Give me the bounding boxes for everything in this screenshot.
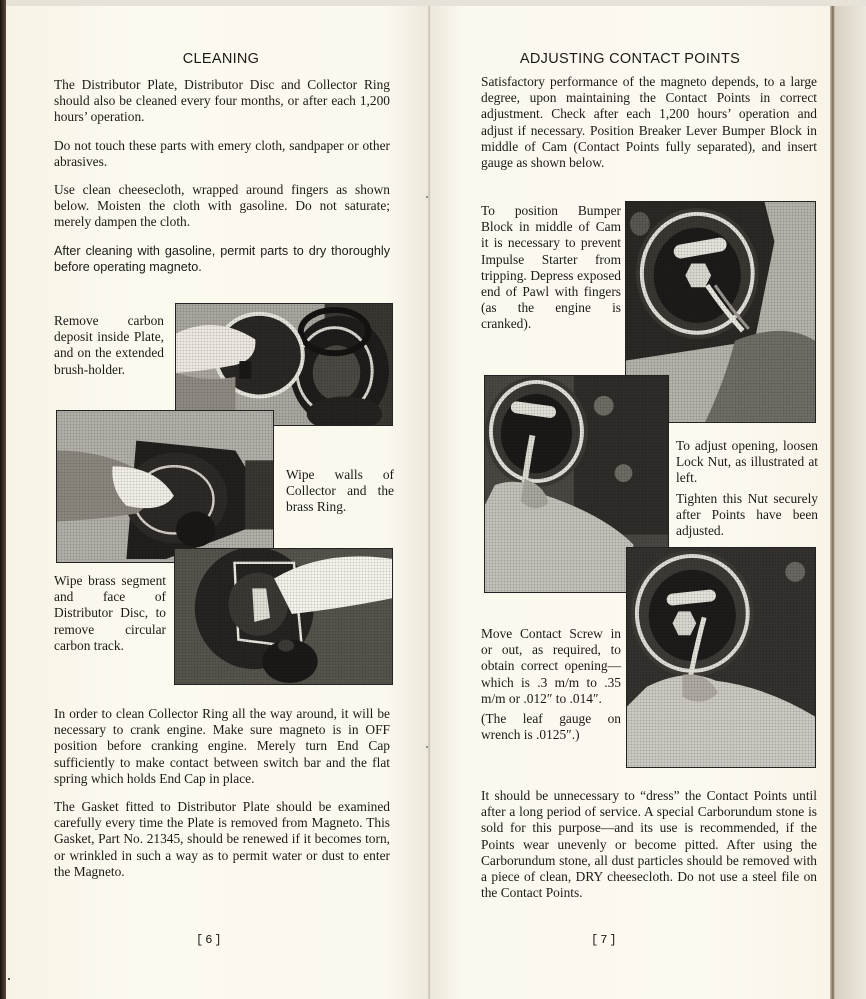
left-page xyxy=(6,6,429,999)
figure-caption-wipe-brass: Wipe brass segment and face of Distributor Disc, to remove circular carbon track. xyxy=(54,573,166,653)
figure-caption-move-contact-screw: Move Contact Screw in or out, as required, to obtain correct opening—which is .3 m/m to .35 m/m or .012″ to .014″. xyxy=(481,626,621,706)
figure-caption-adjust-opening: To adjust opening, loosen Lock Nut, as illustrated at left. xyxy=(676,438,818,486)
contact-screw-caption-block xyxy=(481,626,621,743)
right-closing-paragraph: It should be unnecessary to “dress” the Contact Points until after a long period of service. A special Carborundum stone is sold for this purpose—and its use is recommended, if the Points wear unevenly or become pitted. After using the Carborundum stone, all dust particles should be removed with a piece of clean, DRY cheesecloth. Do not use a steel file on the Contact Points. xyxy=(481,788,817,901)
right-page-heading: ADJUSTING CONTACT POINTS xyxy=(519,51,741,67)
left-paragraph-3: Use clean cheesecloth, wrapped around fingers as shown below. Moisten the cloth with gasoline. Do not saturate; merely dampen the cloth. xyxy=(54,182,390,230)
photo-move-contact-screw xyxy=(626,547,816,768)
figure-caption-remove-carbon: Remove carbon deposit inside Plate, and on the extended brush-holder. xyxy=(54,313,164,377)
left-intro-block xyxy=(54,77,390,288)
right-page xyxy=(430,6,830,999)
left-closing-block xyxy=(54,706,390,892)
left-warning: After cleaning with gasoline, permit parts to dry thoroughly before operating magneto. xyxy=(54,243,390,275)
left-paragraph-2: Do not touch these parts with emery cloth, sandpaper or other abrasives. xyxy=(54,137,390,169)
photo-wipe-distributor-disc xyxy=(174,548,393,685)
right-intro-paragraph: Satisfactory performance of the magneto depends, to a large degree, upon maintaining the Contact Points in correct adjustment. Check after each 1,200 hours’ operation and adjust if necessary. Position Breaker Lever Bumper Block in middle of Cam (Contact Points fully separated), and insert gauge as shown below. xyxy=(481,74,817,171)
left-paragraph-1: The Distributor Plate, Distributor Disc and Collector Ring should also be cleaned every four months, or after each 1,200 hours’ operation. xyxy=(54,77,390,125)
left-paragraph-collector-ring: In order to clean Collector Ring all the way around, it will be necessary to crank engine. Make sure magneto is in OFF position before cranking engine. Merely turn End Cap sufficiently to make contact between switch bar and the flat spring which holds End Cap in place. xyxy=(54,706,390,786)
photo-clean-distributor-plate xyxy=(175,303,393,426)
figure-caption-tighten-nut: Tighten this Nut securely after Points have been adjusted. xyxy=(676,490,818,539)
left-page-heading: CLEANING xyxy=(182,51,260,67)
page-number-left: [6] xyxy=(196,933,224,947)
figure-caption-leaf-gauge: (The leaf gauge on wrench is .0125″.) xyxy=(481,711,621,743)
figure-caption-bumper-block: To position Bumper Block in middle of Cam it is necessary to prevent Impulse Starter from tripping. Depress exposed end of Pawl with fingers (as the engine is cranked). xyxy=(481,203,621,332)
figure-caption-wipe-walls: Wipe walls of Collector and the brass Ring. xyxy=(286,467,394,515)
page-number-right: [7] xyxy=(591,933,619,947)
left-paragraph-gasket: The Gasket fitted to Distributor Plate should be examined carefully every time the Plate is removed from Magneto. This Gasket, Part No. 21345, should be renewed if it becomes torn, or wrinkled in such a way as to permit water or dust to enter the Magneto. xyxy=(54,799,390,879)
photo-wipe-collector-ring xyxy=(56,410,274,563)
book-right-edge xyxy=(830,6,866,999)
lock-nut-caption-block xyxy=(676,438,818,539)
